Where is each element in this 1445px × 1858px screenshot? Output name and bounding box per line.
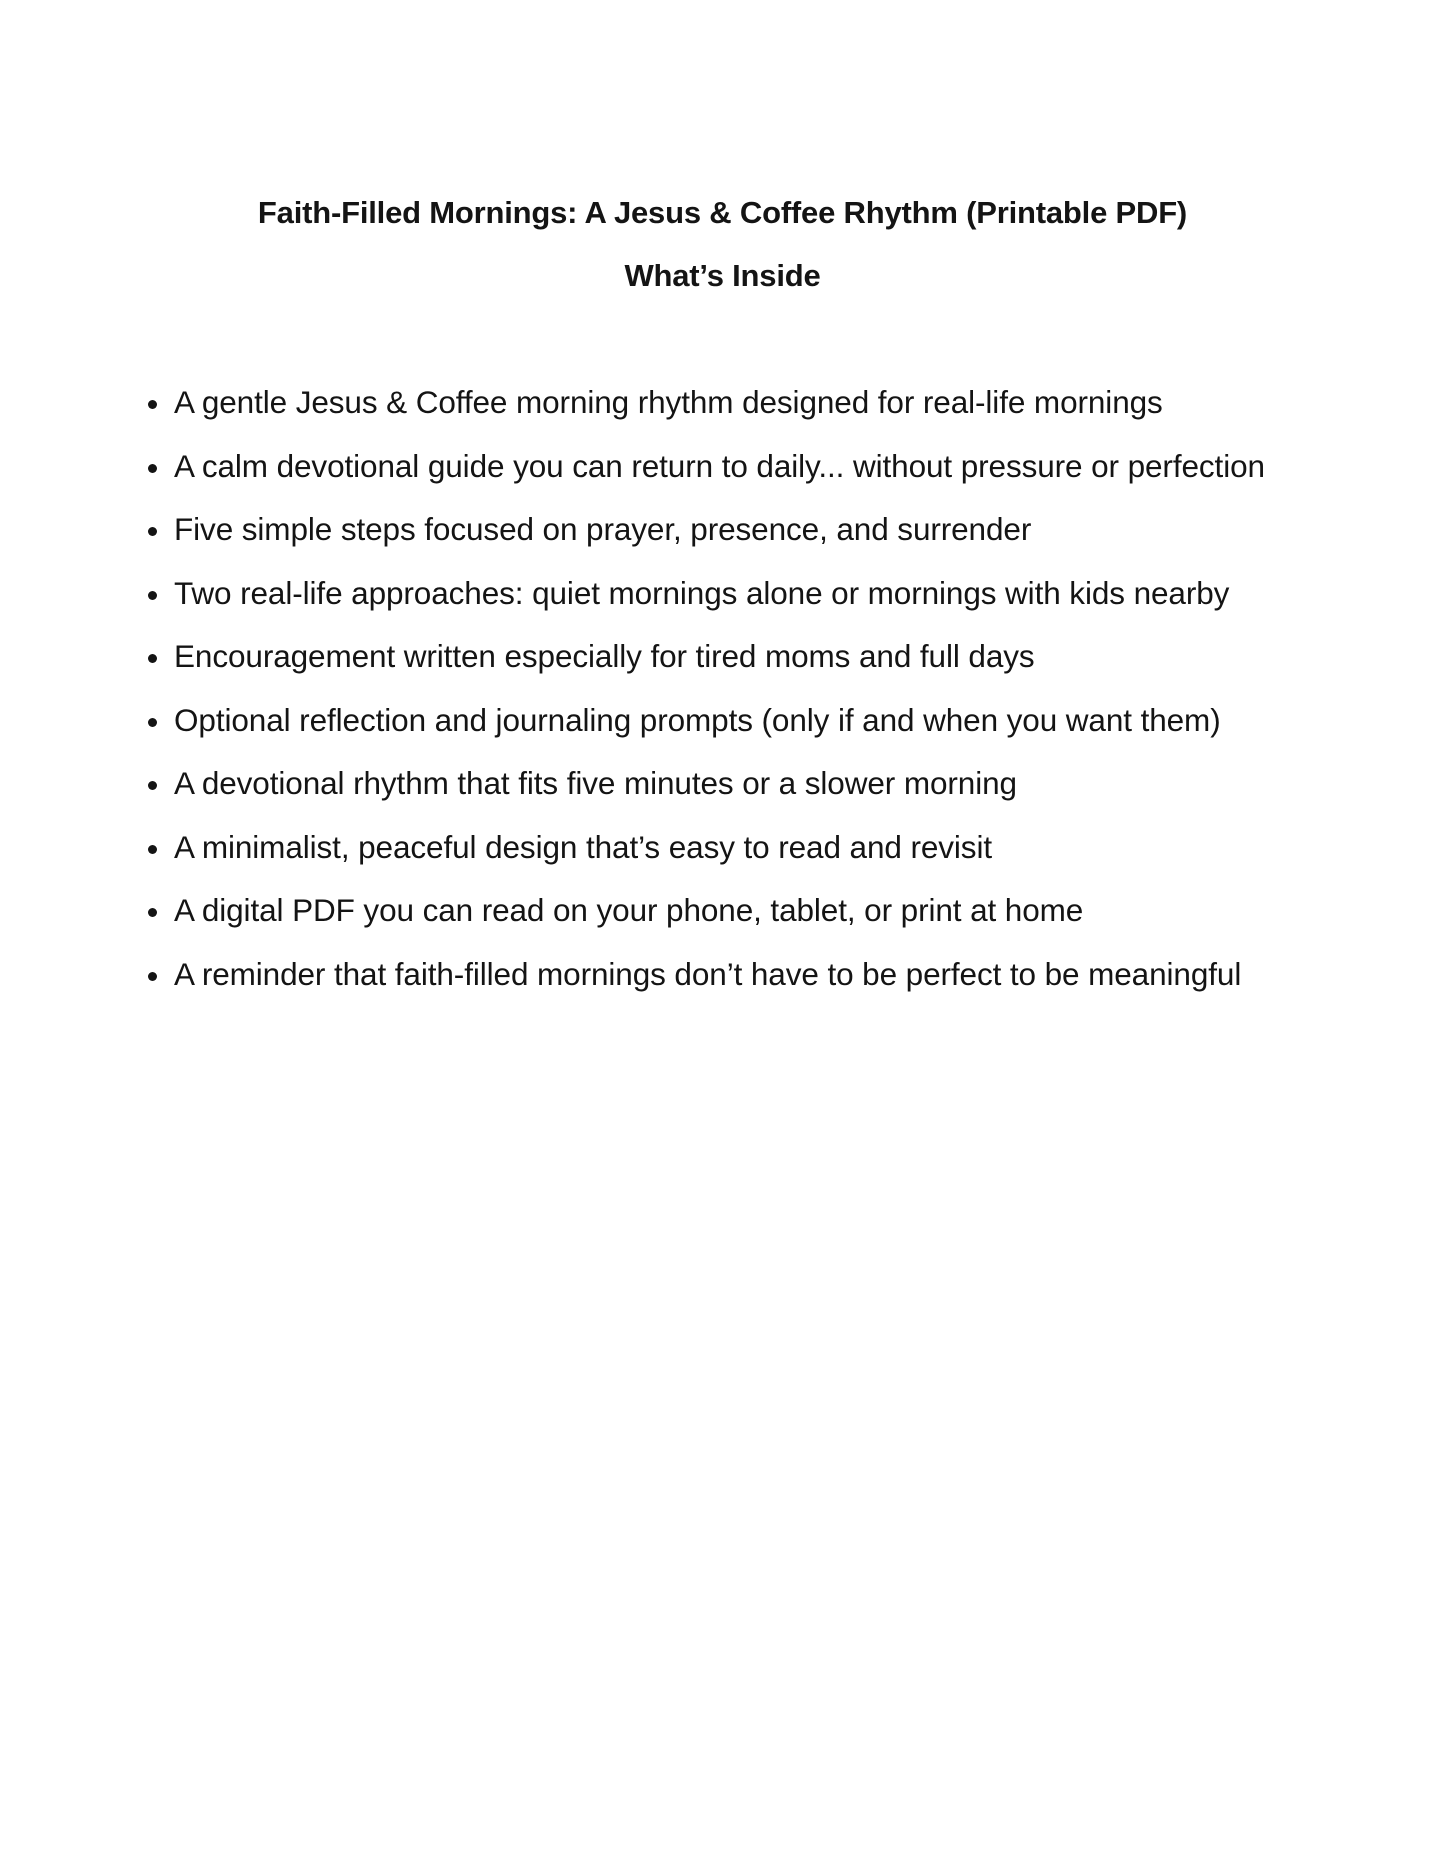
bullet-icon xyxy=(148,972,157,981)
list-item xyxy=(148,572,1348,636)
list-item-text: Two real-life approaches: quiet mornings alone or mornings with kids nearby xyxy=(174,574,1230,611)
list-item-text: A minimalist, peaceful design that’s easy to read and revisit xyxy=(174,828,993,865)
bullet-icon xyxy=(148,400,157,409)
list-item xyxy=(148,635,1348,699)
list-item xyxy=(148,699,1348,763)
bullet-icon xyxy=(148,908,157,917)
document-title: Faith-Filled Mornings: A Jesus & Coffee Rhythm (Printable PDF) xyxy=(257,195,1188,230)
bullet-icon xyxy=(148,718,157,727)
bullet-icon xyxy=(148,845,157,854)
list-item xyxy=(148,445,1348,509)
list-item xyxy=(148,953,1348,1017)
list-item xyxy=(148,508,1348,572)
list-item xyxy=(148,381,1348,445)
bullet-icon xyxy=(148,591,157,600)
bullet-icon xyxy=(148,781,157,790)
list-item-text: A calm devotional guide you can return to daily... without pressure or perfection xyxy=(174,447,1265,484)
list-item-text: Optional reflection and journaling prompts (only if and when you want them) xyxy=(174,701,1221,738)
list-item xyxy=(148,826,1348,890)
contents-list xyxy=(148,381,1348,1016)
section-heading: What’s Inside xyxy=(624,258,821,293)
bullet-icon xyxy=(148,464,157,473)
list-item-text: A devotional rhythm that fits five minutes or a slower morning xyxy=(174,765,1017,801)
list-item-text: A digital PDF you can read on your phone, tablet, or print at home xyxy=(174,892,1084,928)
bullet-icon xyxy=(148,527,157,536)
list-item-text: Five simple steps focused on prayer, presence, and surrender xyxy=(174,511,1032,547)
list-item-text: A reminder that faith-filled mornings don’t have to be perfect to be meaningful xyxy=(174,955,1242,992)
bullet-icon xyxy=(148,654,157,663)
list-item xyxy=(148,889,1348,953)
list-item-text: A gentle Jesus & Coffee morning rhythm designed for real-life mornings xyxy=(174,384,1163,420)
list-item-text: Encouragement written especially for tired moms and full days xyxy=(174,638,1035,674)
list-item xyxy=(148,762,1348,826)
